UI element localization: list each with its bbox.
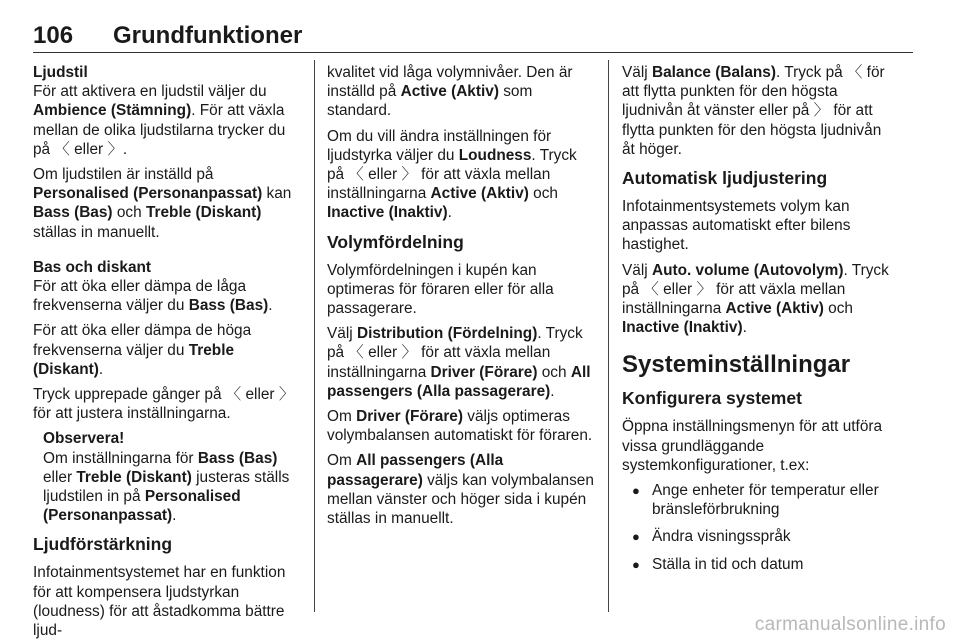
column-1 xyxy=(33,63,301,642)
bullet-list xyxy=(622,481,890,574)
note-text: Om inställningarna för Bass (Bas) eller Treble (Diskant) justeras ställs ljudstilen in på Personalised (Personanpassat). xyxy=(43,449,290,525)
heading-volymfordelning: Volymfördelning xyxy=(327,231,464,252)
paragraph: Infotainmentsystemet har en funktion för att kompensera ljudstyrkan (loudness) för att åstadkomma bättre ljud- xyxy=(33,564,286,640)
page-number: 106 xyxy=(33,22,74,49)
paragraph: Om du vill ändra inställningen för ljudstyrka väljer du Loudness. Tryck på 〈 eller 〉 för att växla mellan inställningarna Active (Aktiv) och Inactive (Inaktiv). xyxy=(327,127,577,222)
paragraph: Volymfördelningen i kupén kan optimeras för föraren eller för alla passagerare. xyxy=(327,261,554,318)
watermark: carmanualsonline.info xyxy=(754,614,946,635)
paragraph: Infotainmentsystemets volym kan anpassas automatiskt efter bilens hastighet. xyxy=(622,198,851,254)
paragraph: Välj Balance (Balans). Tryck på 〈 för att flytta punkten för den högsta ljudnivån åt vänster eller på 〉 för att flytta punkten för den högsta ljudnivån åt höger. xyxy=(622,64,885,158)
paragraph: Öppna inställningsmenyn för att utföra vissa grundläggande systemkonfigurationer, t.ex: xyxy=(622,418,883,474)
list-item: ● Ställa in tid och datum xyxy=(622,555,890,574)
heading-ljudstil: Ljudstil xyxy=(33,64,88,81)
chapter-title: Grundfunktioner xyxy=(113,22,303,49)
note-title: Observera! xyxy=(43,430,125,448)
heading-automatisk-ljudjustering: Automatisk ljudjustering xyxy=(622,168,828,189)
paragraph: För att aktivera en ljudstil väljer du Ambience (Stämning). För att växla mellan de olika ljudstilarna trycker du på 〈 eller 〉. xyxy=(33,83,286,158)
heading-ljudforstarkning: Ljudförstärkning xyxy=(33,534,173,555)
paragraph: Välj Auto. volume (Autovolym). Tryck på 〈 eller 〉 för att växla mellan inställningarna Active (Aktiv) och Inactive (Inaktiv). xyxy=(622,261,889,337)
note-box xyxy=(33,429,301,525)
paragraph: Om All passengers (Alla passagerare) väljs kan volymbalansen mellan vänster och höger sida i kupén ställas in manuellt. xyxy=(327,452,594,528)
column-divider xyxy=(608,60,609,612)
paragraph: För att öka eller dämpa de låga frekvenserna väljer du Bass (Bas). xyxy=(33,278,273,315)
header-rule xyxy=(33,52,913,53)
heading-systeminstallningar: Systeminställningar xyxy=(622,351,851,379)
column-divider xyxy=(314,60,315,612)
column-2 xyxy=(327,63,595,534)
paragraph: Om Driver (Förare) väljs optimeras volymbalansen automatiskt för föraren. xyxy=(327,408,593,445)
list-item: ● Ange enheter för temperatur eller bränsleförbrukning xyxy=(622,481,890,519)
paragraph: Tryck upprepade gånger på 〈 eller 〉 för att justera inställningarna. xyxy=(33,386,295,423)
column-3 xyxy=(622,63,890,582)
page-header xyxy=(33,22,913,52)
paragraph: Om ljudstilen är inställd på Personalised (Personanpassat) kan Bass (Bas) och Treble (Diskant) ställas in manuellt. xyxy=(33,166,292,241)
paragraph: Välj Distribution (Fördelning). Tryck på 〈 eller 〉 för att växla mellan inställningarna Driver (Förare) och All passengers (Alla passagerare). xyxy=(327,325,591,400)
heading-konfigurera-systemet: Konfigurera systemet xyxy=(622,388,802,409)
paragraph: kvalitet vid låga volymnivåer. Den är inställd på Active (Aktiv) som standard. xyxy=(327,64,573,120)
list-item: ● Ändra visningsspråk xyxy=(622,527,890,546)
paragraph: För att öka eller dämpa de höga frekvenserna väljer du Treble (Diskant). xyxy=(33,322,252,378)
heading-bas-och-diskant: Bas och diskant xyxy=(33,258,152,276)
